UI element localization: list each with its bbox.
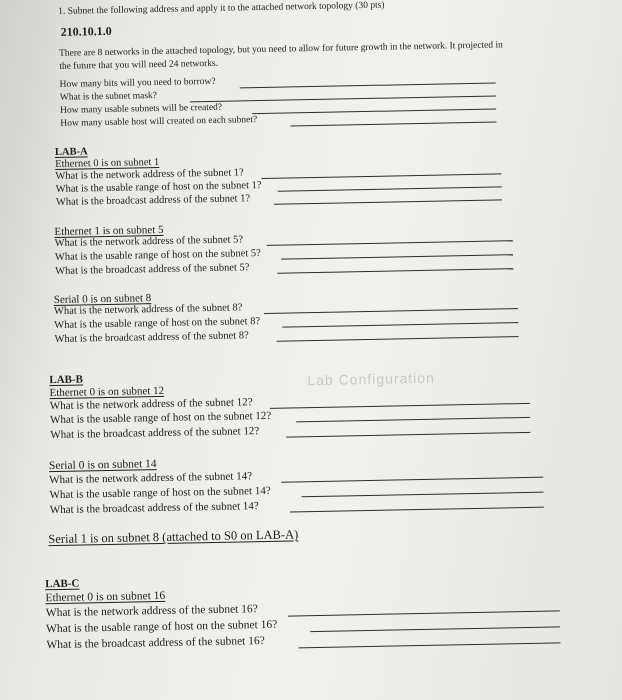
- answer-line-hosts[interactable]: [290, 121, 496, 126]
- lab-b-serial1-note: Serial 1 is on subnet 8 (attached to S0 on LAB-A): [48, 527, 299, 547]
- lab-b-serial0-range-answer[interactable]: [302, 492, 544, 498]
- lab-a-eth1-network-answer[interactable]: [267, 240, 513, 246]
- lab-a-eth1-heading: Ethernet 1 is on subnet 5: [54, 223, 164, 238]
- lab-a-serial0-network-answer[interactable]: [264, 308, 518, 314]
- lab-b-serial0-heading: Serial 0 is on subnet 14: [48, 458, 157, 473]
- lab-a-serial0-range-question: What is the usable range of host on the subnet 8?: [54, 316, 261, 332]
- lab-b-serial0-range-question: What is the usable range of host on the subnet 14?: [49, 484, 271, 502]
- question-bits: How many bits will you need to borrow?: [59, 76, 216, 90]
- lab-c-eth0-range-answer[interactable]: [310, 626, 560, 632]
- answer-line-mask[interactable]: [190, 95, 496, 102]
- lab-b-eth0-broadcast-question: What is the broadcast address of the subnet 12?: [50, 425, 260, 442]
- lab-a-serial0-broadcast-answer[interactable]: [277, 336, 519, 342]
- lab-a-eth1-range-answer[interactable]: [281, 254, 513, 259]
- lab-c-eth0-range-question: What is the usable range of host on the subnet 16?: [45, 618, 278, 636]
- lab-a-serial0-broadcast-question: What is the broadcast address of the subnet 8?: [54, 330, 249, 346]
- lab-b-serial0-broadcast-question: What is the broadcast address of the subnet 14?: [49, 500, 259, 517]
- lab-c-title: LAB-C: [45, 577, 80, 591]
- lab-b-eth0-broadcast-answer[interactable]: [286, 432, 530, 438]
- question-mask: What is the subnet mask?: [59, 91, 158, 103]
- lab-b-eth0-heading: Ethernet 0 is on subnet 12: [49, 384, 165, 400]
- lab-a-serial0-range-answer[interactable]: [282, 322, 518, 328]
- answer-line-bits[interactable]: [240, 82, 496, 88]
- lab-a-eth1-broadcast-question: What is the broadcast address of the subnet 5?: [55, 262, 250, 277]
- lab-c-eth0-broadcast-question: What is the broadcast address of the subnet 16?: [46, 635, 265, 652]
- lab-b-eth0-range-answer[interactable]: [296, 417, 530, 422]
- answer-line-subnets[interactable]: [252, 108, 496, 114]
- lab-a-eth0-heading: Ethernet 0 is on subnet 1: [55, 156, 160, 170]
- lab-a-eth0-range-question: What is the usable range of host on the subnet 1?: [55, 180, 262, 195]
- lab-a-eth0-range-answer[interactable]: [278, 186, 502, 191]
- lab-b-serial0-network-question: What is the network address of the subnet 14?: [49, 470, 253, 487]
- lab-c-eth0-network-question: What is the network address of the subnet 16?: [45, 603, 258, 620]
- lab-c-eth0-heading: Ethernet 0 is on subnet 16: [45, 589, 166, 605]
- lab-b-serial0-broadcast-answer[interactable]: [290, 507, 544, 513]
- lab-a-eth0-broadcast-question: What is the broadcast address of the subnet 1?: [55, 193, 251, 208]
- lab-b-eth0-network-question: What is the network address of the subnet 12?: [49, 396, 253, 413]
- lab-a-eth1-broadcast-answer[interactable]: [277, 268, 513, 274]
- lab-a-eth0-broadcast-answer[interactable]: [274, 199, 502, 204]
- lab-c-eth0-broadcast-answer[interactable]: [298, 642, 560, 648]
- question-header: 1. Subnet the following address and apply it to the attached network topology (30 pts): [58, 0, 385, 17]
- lab-a-eth0-network-answer[interactable]: [261, 173, 501, 179]
- lab-b-title: LAB-B: [49, 373, 84, 387]
- lab-a-serial0-network-question: What is the network address of the subnet 8?: [53, 302, 243, 318]
- ip-address: 210.10.1.0: [60, 23, 112, 39]
- lab-a-title: LAB-A: [54, 146, 88, 158]
- intro-line-2: the future that you will need 24 networks.: [59, 58, 219, 72]
- lab-a-serial0-heading: Serial 0 is on subnet 8: [53, 292, 152, 307]
- lab-b-serial0-network-answer[interactable]: [281, 477, 543, 483]
- lab-c-eth0-network-answer[interactable]: [288, 610, 560, 616]
- lab-b-eth0-range-question: What is the usable range of host on the subnet 12?: [49, 409, 272, 427]
- intro-line-1: There are 8 networks in the attached topology, but you need to allow for future growth in the network. It projected in: [58, 40, 503, 59]
- question-hosts: How many usable host will created on each subnet?: [60, 115, 258, 129]
- lab-a-eth1-range-question: What is the usable range of host on the subnet 5?: [54, 248, 261, 263]
- question-subnets: How many usable subnets will be created?: [60, 102, 223, 116]
- lab-a-eth0-network-question: What is the network address of the subnet 1?: [55, 167, 244, 182]
- lab-b-eth0-network-answer[interactable]: [270, 403, 530, 409]
- lab-a-eth1-network-question: What is the network address of the subnet 5?: [54, 234, 244, 249]
- faint-watermark: Lab Configuration: [307, 369, 436, 389]
